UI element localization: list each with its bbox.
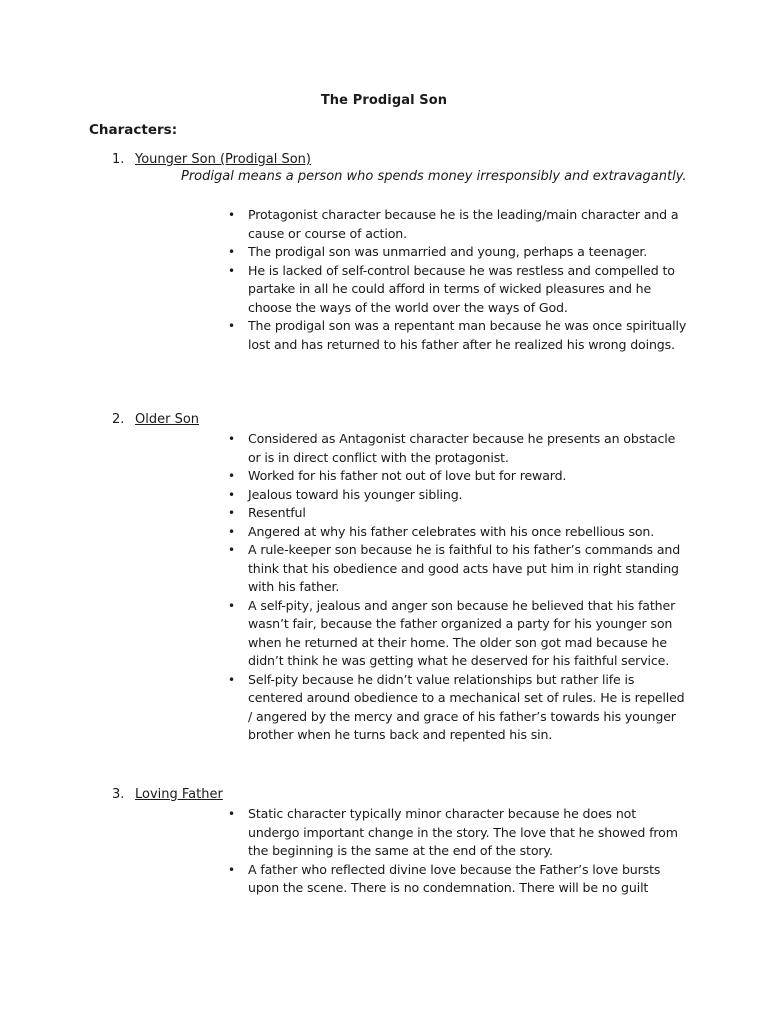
list-item: • Protagonist character because he is the leading/main character and a cause or course of action. xyxy=(248,206,688,243)
list-item: • Jealous toward his younger sibling. xyxy=(248,486,688,505)
younger-son-traits-list xyxy=(248,206,688,354)
character-heading-older-son xyxy=(112,412,199,427)
list-item: • A father who reflected divine love because the Father’s love bursts upon the scene. There is no condemnation. There will be no guilt xyxy=(248,861,688,898)
list-item: • Self-pity because he didn’t value relationships but rather life is centered around obedience to a mechanical set of rules. He is repelled / angered by the mercy and grace of his father’s towards his younger brother when he turns back and repented his sin. xyxy=(248,671,688,745)
list-item: • A self-pity, jealous and anger son because he believed that his father wasn’t fair, because the father organized a party for his younger son when he returned at their home. The older son got mad because he didn’t think he was getting what he deserved for his faithful service. xyxy=(248,597,688,671)
list-item: • Static character typically minor character because he does not undergo important change in the story. The love that he showed from the beginning is the same at the end of the story. xyxy=(248,805,688,861)
character-heading-younger-son xyxy=(112,152,311,167)
list-number: 1. xyxy=(112,152,125,167)
document-title: The Prodigal Son xyxy=(320,93,448,108)
character-name: Older Son xyxy=(135,412,200,427)
prodigal-definition: Prodigal means a person who spends money irresponsibly and extravagantly. xyxy=(181,169,687,184)
list-number: 2. xyxy=(112,412,125,427)
loving-father-traits-list xyxy=(248,805,688,898)
list-item: • The prodigal son was unmarried and young, perhaps a teenager. xyxy=(248,243,688,262)
character-heading-loving-father xyxy=(112,787,223,802)
list-item: • A rule-keeper son because he is faithful to his father’s commands and think that his obedience and good acts have put him in right standing with his father. xyxy=(248,541,688,597)
list-item: • Considered as Antagonist character because he presents an obstacle or is in direct conflict with the protagonist. xyxy=(248,430,688,467)
list-item: • He is lacked of self-control because he was restless and compelled to partake in all he could afford in terms of wicked pleasures and he choose the ways of the world over the ways of God. xyxy=(248,262,688,318)
list-item: • Worked for his father not out of love but for reward. xyxy=(248,467,688,486)
section-heading-characters: Characters: xyxy=(89,122,178,138)
list-number: 3. xyxy=(112,787,125,802)
list-item: • Resentful xyxy=(248,504,688,523)
list-item: • Angered at why his father celebrates with his once rebellious son. xyxy=(248,523,688,542)
character-name: Loving Father xyxy=(135,787,223,802)
older-son-traits-list xyxy=(248,430,688,745)
list-item: • The prodigal son was a repentant man because he was once spiritually lost and has returned to his father after he realized his wrong doings. xyxy=(248,317,688,354)
character-name: Younger Son (Prodigal Son) xyxy=(135,152,311,167)
